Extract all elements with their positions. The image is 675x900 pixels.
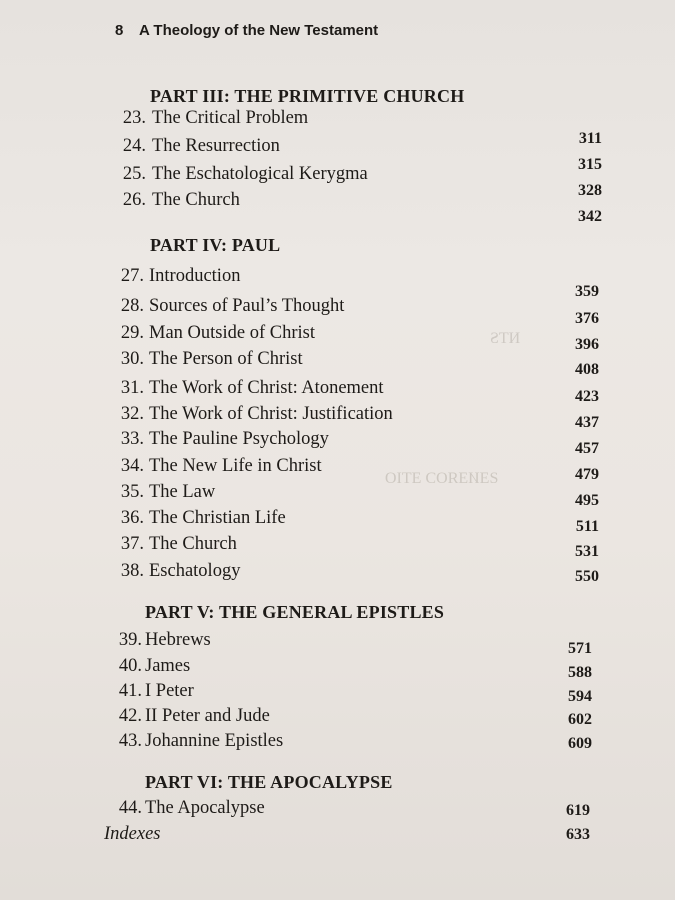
chapter-title: The New Life in Christ (149, 456, 322, 476)
chapter-number: 44. (118, 798, 142, 818)
chapter-title: The Apocalypse (145, 798, 265, 818)
page-number: 457 (575, 440, 599, 457)
chapter-number: 30. (120, 349, 144, 369)
page-number: 315 (578, 156, 602, 173)
running-header (115, 22, 378, 39)
chapter-title: The Christian Life (149, 508, 286, 528)
chapter-number: 23. (122, 108, 146, 128)
page-number: 342 (578, 208, 602, 225)
chapter-title: The Work of Christ: Atonement (149, 378, 384, 398)
page-number: 396 (575, 336, 599, 353)
chapter-title: Johannine Epistles (145, 731, 284, 751)
show-through-text: ƧƎИƎЯOƆ ƎTIO (385, 470, 499, 487)
chapter-title: I Peter (145, 681, 194, 701)
chapter-number: 32. (120, 404, 144, 424)
chapter-number: 31. (120, 378, 144, 398)
chapter-number: 38. (120, 561, 144, 581)
chapter-number: 40. (118, 656, 142, 676)
chapter-title: James (145, 656, 191, 676)
page-number: 619 (566, 802, 590, 819)
chapter-title: The Pauline Psychology (149, 429, 329, 449)
chapter-number: 36. (120, 508, 144, 528)
page-number: 479 (575, 466, 599, 483)
part-heading: PART V: THE GENERAL EPISTLES (145, 602, 445, 622)
page-number: 550 (575, 568, 599, 585)
page-number: 531 (575, 543, 599, 560)
chapter-number: 43. (118, 731, 142, 751)
chapter-title: The Work of Christ: Justification (149, 404, 393, 424)
page-number: 633 (566, 826, 590, 843)
chapter-number: 35. (120, 482, 144, 502)
chapter-number: 28. (120, 296, 144, 316)
page-number: 571 (568, 640, 592, 657)
chapter-number: 27. (120, 266, 144, 286)
part-heading: PART IV: PAUL (150, 235, 281, 255)
show-through-text: ƧTИ (490, 330, 521, 347)
page-number: 609 (568, 735, 592, 752)
chapter-number: 24. (122, 136, 146, 156)
chapter-title: The Person of Christ (149, 349, 303, 369)
page-number: 408 (575, 361, 599, 378)
part-heading: PART III: THE PRIMITIVE CHURCH (150, 86, 465, 106)
page-number: 437 (575, 414, 599, 431)
toc-entry[interactable] (0, 108, 675, 132)
chapter-title: The Eschatological Kerygma (152, 164, 368, 184)
page-number: 376 (575, 310, 599, 327)
chapter-title: The Church (152, 190, 240, 210)
page-number: 588 (568, 664, 592, 681)
chapter-number: 37. (120, 534, 144, 554)
page-number: 423 (575, 388, 599, 405)
page-number: 359 (575, 283, 599, 300)
chapter-title: Introduction (149, 266, 241, 286)
header-page-number: 8 (115, 22, 124, 39)
chapter-number: 33. (120, 429, 144, 449)
part-heading: PART VI: THE APOCALYPSE (145, 772, 393, 792)
chapter-title: Eschatology (149, 561, 241, 581)
chapter-title: Hebrews (145, 630, 211, 650)
chapter-number: 34. (120, 456, 144, 476)
chapter-number: 26. (122, 190, 146, 210)
page-number: 495 (575, 492, 599, 509)
chapter-number: 29. (120, 323, 144, 343)
page-number: 602 (568, 711, 592, 728)
chapter-title: Man Outside of Christ (149, 323, 315, 343)
chapter-number: 41. (118, 681, 142, 701)
chapter-number: 39. (118, 630, 142, 650)
chapter-number: 25. (122, 164, 146, 184)
page-number: 511 (575, 518, 599, 535)
chapter-title: The Critical Problem (152, 108, 309, 128)
indexes-title: Indexes (104, 824, 161, 844)
page-number: 311 (578, 130, 602, 147)
chapter-number: 42. (118, 706, 142, 726)
chapter-title: The Law (149, 482, 216, 502)
chapter-title: II Peter and Jude (145, 706, 270, 726)
chapter-title: The Church (149, 534, 237, 554)
chapter-title: The Resurrection (152, 136, 280, 156)
header-title: A Theology of the New Testament (138, 22, 379, 39)
page-number: 594 (568, 688, 592, 705)
page-number: 328 (578, 182, 602, 199)
chapter-title: Sources of Paul’s Thought (149, 296, 345, 316)
